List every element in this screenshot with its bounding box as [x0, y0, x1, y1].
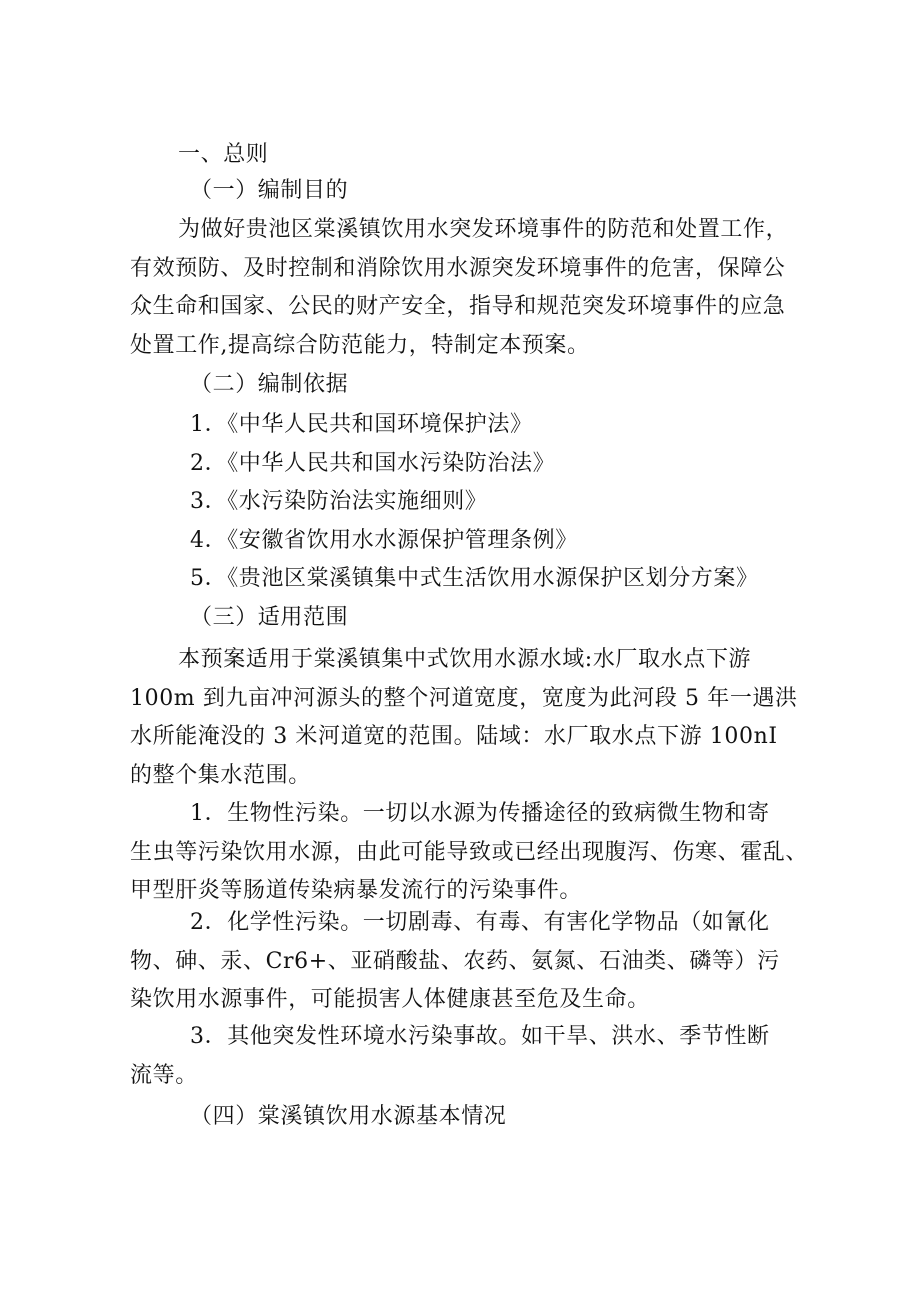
basis-item-4: 4．《安徽省饮用水水源保护管理条例》 [190, 528, 578, 553]
purpose-paragraph [130, 211, 800, 365]
paragraph-line: 有效预防、及时控制和消除饮用水源突发环境事件的危害，保障公 [130, 255, 786, 281]
other-pollution-paragraph [130, 1018, 800, 1095]
paragraph-line: 处置工作,提高综合防范能力，特制定本预案。 [130, 332, 590, 358]
scope-paragraph [130, 641, 800, 795]
paragraph-line: 染饮用水源事件，可能损害人体健康甚至危及生命。 [130, 987, 650, 1012]
paragraph-line: 众生命和国家、公民的财产安全，指导和规范突发环境事件的应急 [130, 294, 786, 319]
section-title-purpose: （一）编制目的 [190, 178, 349, 203]
paragraph-line: 流等。 [130, 1062, 198, 1088]
basis-item-2: 2．《中华人民共和国水污染防治法》 [190, 451, 556, 476]
basis-item-1: 1．《中华人民共和国环境保护法》 [190, 412, 533, 437]
paragraph-line: 物、砷、汞、Cr6+、亚硝酸盐、农药、氨氮、石油类、磷等）污 [130, 948, 780, 974]
paragraph-line: 2．化学性污染。一切剧毒、有毒、有害化学物品（如氰化 [190, 910, 770, 935]
section-title-basic-info: （四）棠溪镇饮用水源基本情况 [190, 1104, 507, 1129]
basis-item-3: 3．《水污染防治法实施细则》 [190, 489, 488, 514]
paragraph-line: 生虫等污染饮用水源，由此可能导致或已经出现腹泻、伤寒、霍乱、 [130, 839, 809, 865]
paragraph-line: 水所能淹没的 3 米河道宽的范围。陆域：水厂取水点下游 100nI [130, 724, 778, 749]
chemical-pollution-paragraph [130, 904, 800, 1020]
paragraph-line: 的整个集水范围。 [130, 762, 311, 788]
biological-pollution-paragraph [130, 795, 809, 911]
basis-item-5: 5．《贵池区棠溪镇集中式生活饮用水源保护区划分方案》 [190, 566, 759, 591]
paragraph-line: 甲型肝炎等肠道传染病暴发流行的污染事件。 [130, 878, 583, 903]
section-title-scope: （三）适用范围 [190, 605, 349, 630]
paragraph-line: 为做好贵池区棠溪镇饮用水突发环境事件的防范和处置工作， [178, 217, 789, 242]
paragraph-line: 3．其他突发性环境水污染事故。如干旱、洪水、季节性断 [190, 1024, 770, 1049]
chapter-heading: 一、总则 [178, 142, 269, 167]
paragraph-line: 100m 到九亩冲河源头的整个河道宽度，宽度为此河段 5 年一遇洪 [130, 685, 798, 711]
section-title-basis: （二）编制依据 [190, 372, 349, 397]
paragraph-line: 本预案适用于棠溪镇集中式饮用水源水域:水厂取水点下游 [178, 647, 752, 672]
paragraph-line: 1．生物性污染。一切以水源为传播途径的致病微生物和寄 [190, 801, 770, 826]
